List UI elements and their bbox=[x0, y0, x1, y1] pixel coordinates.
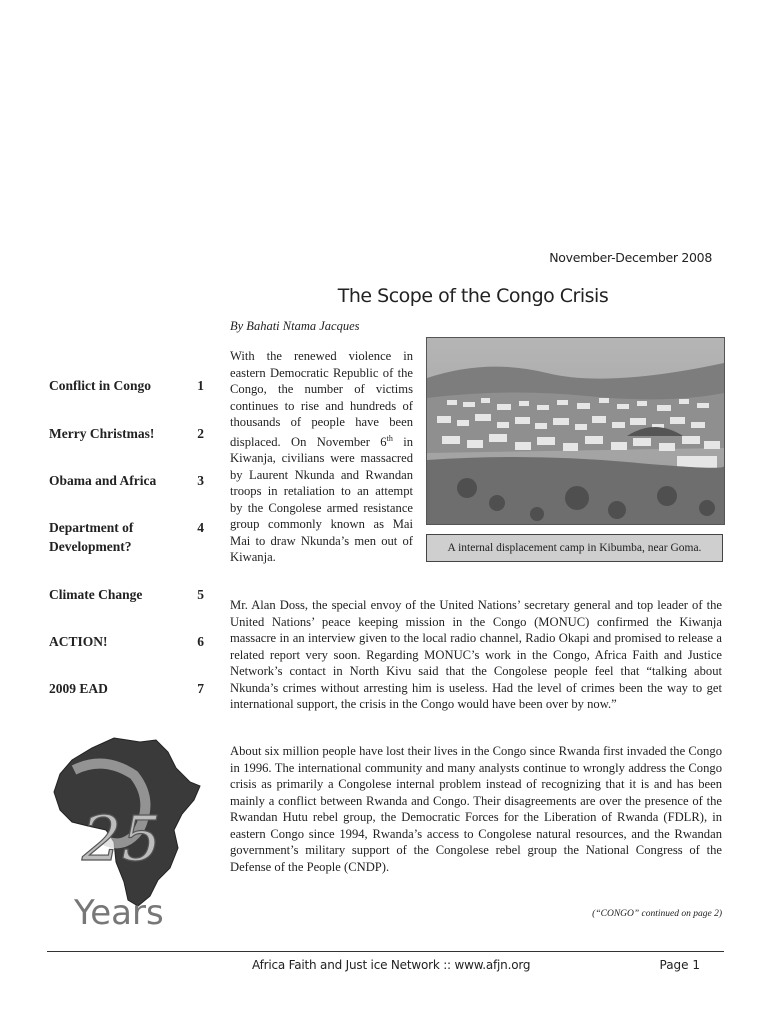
paragraph-text: With the renewed violence in eastern Democratic Republic of the Congo, the number of victims continues to rise and hundreds of thousands of people have been displaced. On November 6 bbox=[230, 349, 413, 449]
article-paragraph-2: Mr. Alan Doss, the special envoy of the United Nations’ secretary general and top leader of the United Nations’ peace keeping mission in the Congo (MONUC) confirmed the Kiwanja massacre in an interview given to the local radio channel, Radio Okapi and promised to release a related report very soon. Regarding MONUC’s work in the Congo, Africa Faith and Justice Network’s contact in North Kivu said that the Congolese people feel that “talking about Nkunda’s crimes without arresting him is useless. Had the level of crimes been the way to get international support, the crisis in the Congo would have been over by now.” bbox=[230, 598, 722, 711]
photo-caption: A internal displacement camp in Kibumba, near Goma. bbox=[426, 534, 723, 562]
toc-item bbox=[49, 585, 204, 604]
toc-item-page: 5 bbox=[197, 587, 204, 602]
toc-item bbox=[49, 518, 204, 556]
toc-item-page: 6 bbox=[197, 634, 204, 649]
footer-text: Africa Faith and Just ice Network :: www.afjn.org bbox=[252, 958, 531, 972]
toc-item-label: Obama and Africa bbox=[49, 473, 157, 488]
toc-item-page: 4 bbox=[197, 520, 204, 535]
toc-item-label: Conflict in Congo bbox=[49, 378, 152, 393]
camp-photo bbox=[426, 337, 725, 525]
toc-item-page: 7 bbox=[197, 681, 204, 696]
toc-item-page: 1 bbox=[197, 378, 204, 393]
logo-word: Years bbox=[74, 893, 164, 930]
anniversary-logo bbox=[44, 730, 204, 930]
toc-item-label: Merry Christmas! bbox=[49, 426, 155, 441]
paragraph-text: in Kiwanja, civilians were massacred by Laurent Nkunda and Rwandan troops in retaliation to an attempt by the Congolese armed resistance group commonly known as Mai Mai to draw Nkunda’s men out of Kiwanja. bbox=[230, 434, 413, 565]
article-title: The Scope of the Congo Crisis bbox=[337, 285, 609, 307]
logo-number: 25 bbox=[82, 802, 161, 875]
continued-note: (“CONGO” continued on page 2) bbox=[592, 909, 722, 919]
africa-map-icon bbox=[44, 730, 204, 930]
toc-item-label: Climate Change bbox=[49, 587, 143, 602]
issue-date: November-December 2008 bbox=[549, 250, 712, 265]
page-number: Page 1 bbox=[659, 958, 700, 972]
toc-item-page: 3 bbox=[197, 473, 204, 488]
toc-item bbox=[49, 679, 204, 698]
article-byline: By Bahati Ntama Jacques bbox=[230, 319, 360, 333]
toc-item-label: Department of Development? bbox=[49, 520, 134, 554]
article-paragraph-3: About six million people have lost their lives in the Congo since Rwanda first invaded the Congo in 1996. The international community and many analysts continue to wrongly address the Congo crisis as primarily a Congolese internal problem instead of recognizing that it is and has been mainly a conflict between Rwanda and Congo. Their disagreements are over the presence of the Rwandan Hutu rebel group, the Democratic Forces for the Liberation of Rwanda (FDLR), in eastern Congo since 1994, Rwanda’s access to Congolese natural resources, and the Rwandan government’s military support of the Congolese rebel group the National Congress of the Defense of the People (CNDP). bbox=[230, 744, 722, 874]
superscript: th bbox=[386, 433, 393, 443]
camp-photo-image bbox=[427, 338, 724, 524]
toc-item bbox=[49, 424, 204, 443]
toc-item-page: 2 bbox=[197, 426, 204, 441]
article-paragraph-1 bbox=[230, 348, 413, 566]
footer-rule bbox=[47, 951, 724, 952]
toc-item bbox=[49, 632, 204, 651]
toc-item-label: 2009 EAD bbox=[49, 681, 108, 696]
toc-item bbox=[49, 376, 204, 395]
toc-item bbox=[49, 471, 204, 490]
toc-item-label: ACTION! bbox=[49, 634, 108, 649]
